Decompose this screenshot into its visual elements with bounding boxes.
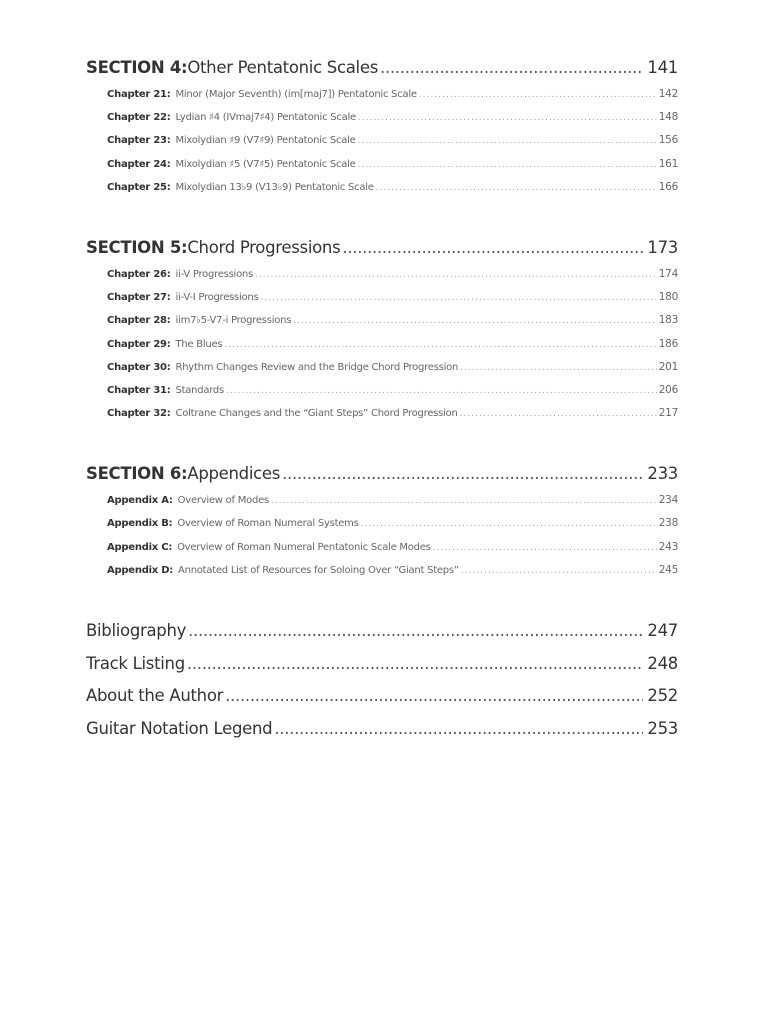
dot-leader <box>224 340 656 350</box>
appendix-entry[interactable] <box>107 494 678 517</box>
page-number: 233 <box>647 464 678 484</box>
entry-title: About the Author <box>86 686 224 705</box>
dot-leader <box>358 136 657 146</box>
page-number: 247 <box>647 621 678 640</box>
appendix-title: Overview of Roman Numeral Pentatonic Scale Modes <box>177 541 431 553</box>
chapter-label: Chapter 24: <box>107 158 171 170</box>
dot-leader <box>293 316 657 326</box>
page-number: 238 <box>658 517 678 530</box>
section-heading[interactable] <box>86 238 678 268</box>
page-number: 174 <box>658 267 678 280</box>
chapter-entry[interactable] <box>107 361 678 384</box>
chapter-label: Chapter 28: <box>107 315 171 327</box>
chapter-label: Chapter 21: <box>107 89 171 100</box>
page-number: 173 <box>647 237 678 257</box>
dot-leader <box>380 58 643 77</box>
section-4 <box>86 58 678 204</box>
page-number: 148 <box>658 111 678 124</box>
dot-leader <box>255 270 657 280</box>
appendix-label: Appendix D: <box>107 564 174 576</box>
entry-title: Track Listing <box>86 653 185 673</box>
page-number: 186 <box>658 337 678 350</box>
section-heading[interactable] <box>86 58 678 88</box>
chapter-entry[interactable] <box>107 111 678 134</box>
section-label: SECTION 4: <box>86 58 188 77</box>
dot-leader <box>419 90 657 100</box>
chapter-title: Mixolydian ♯5 (V7♯5) Pentatonic Scale <box>175 158 356 170</box>
chapter-title: Lydian ♯4 (IVmaj7♯4) Pentatonic Scale <box>175 112 356 124</box>
chapter-label: Chapter 31: <box>107 384 171 396</box>
chapter-label: Chapter 29: <box>107 338 171 350</box>
section-title: Appendices <box>187 464 281 484</box>
chapter-title: Standards <box>175 384 224 396</box>
chapter-label: Chapter 23: <box>107 135 171 147</box>
page-number: 183 <box>658 314 678 327</box>
chapter-title: Coltrane Changes and the “Giant Steps” Chord Progression <box>175 408 458 420</box>
page-number: 234 <box>658 494 678 507</box>
page-number: 156 <box>658 134 678 147</box>
dot-leader <box>433 543 657 553</box>
dot-leader <box>188 621 643 640</box>
chapter-label: Chapter 30: <box>107 361 171 373</box>
page-number: 243 <box>658 540 678 553</box>
chapter-title: ii-V Progressions <box>175 268 253 280</box>
section-6 <box>86 464 678 587</box>
page-number: 206 <box>658 383 678 396</box>
dot-leader <box>187 654 644 673</box>
chapter-title: Mixolydian 13♭9 (V13♭9) Pentatonic Scale <box>175 181 374 193</box>
section-title: Chord Progressions <box>187 237 341 257</box>
dot-leader <box>342 238 643 257</box>
chapter-entry[interactable] <box>107 181 678 204</box>
section-5 <box>86 238 678 430</box>
back-matter-entry[interactable] <box>86 686 678 719</box>
chapter-entry[interactable] <box>107 384 678 407</box>
page-number: 161 <box>658 157 678 170</box>
appendix-list <box>86 494 678 587</box>
page-number: 166 <box>658 180 678 193</box>
appendix-label: Appendix C: <box>107 541 173 553</box>
page-number: 142 <box>658 88 678 100</box>
dot-leader <box>225 686 643 705</box>
dot-leader <box>271 496 657 506</box>
section-label: SECTION 5: <box>86 237 188 257</box>
appendix-label: Appendix B: <box>107 518 173 530</box>
dot-leader <box>460 409 657 419</box>
chapter-title: Minor (Major Seventh) (im[maj7]) Pentatonic Scale <box>175 89 417 100</box>
dot-leader <box>376 183 657 193</box>
page-number: 141 <box>647 58 678 77</box>
page-number: 252 <box>647 686 678 705</box>
chapter-label: Chapter 27: <box>107 292 171 304</box>
chapter-entry[interactable] <box>107 314 678 337</box>
chapter-label: Chapter 32: <box>107 408 171 420</box>
chapter-list <box>86 268 678 430</box>
chapter-entry[interactable] <box>107 158 678 181</box>
appendix-entry[interactable] <box>107 541 678 564</box>
dot-leader <box>260 293 656 303</box>
section-title: Other Pentatonic Scales <box>187 58 378 77</box>
chapter-title: Rhythm Changes Review and the Bridge Chord Progression <box>175 361 459 373</box>
dot-leader <box>274 719 643 738</box>
appendix-entry[interactable] <box>107 517 678 540</box>
page-number: 217 <box>658 407 678 420</box>
chapter-entry[interactable] <box>107 291 678 314</box>
page-number: 201 <box>658 360 678 373</box>
page-number: 245 <box>658 563 678 576</box>
page-number: 180 <box>658 291 678 304</box>
page-number: 248 <box>647 653 678 673</box>
appendix-entry[interactable] <box>107 564 678 587</box>
chapter-label: Chapter 22: <box>107 112 171 124</box>
appendix-title: Annotated List of Resources for Soloing Over “Giant Steps” <box>178 564 459 576</box>
entry-title: Guitar Notation Legend <box>86 718 273 738</box>
table-of-contents <box>86 58 678 751</box>
entry-title: Bibliography <box>86 621 187 640</box>
back-matter <box>86 621 678 751</box>
chapter-label: Chapter 26: <box>107 268 171 280</box>
chapter-label: Chapter 25: <box>107 181 171 193</box>
appendix-title: Overview of Roman Numeral Systems <box>177 518 359 530</box>
chapter-title: ii-V-I Progressions <box>175 292 259 304</box>
back-matter-entry[interactable] <box>86 719 678 752</box>
back-matter-entry[interactable] <box>86 621 678 654</box>
dot-leader <box>461 566 657 576</box>
chapter-entry[interactable] <box>107 268 678 291</box>
chapter-title: iim7♭5-V7-i Progressions <box>175 315 292 327</box>
section-heading[interactable] <box>86 464 678 494</box>
appendix-title: Overview of Modes <box>177 495 269 507</box>
chapter-title: The Blues <box>175 338 223 350</box>
back-matter-entry[interactable] <box>86 654 678 687</box>
chapter-list <box>86 88 678 204</box>
dot-leader <box>361 519 657 529</box>
appendix-label: Appendix A: <box>107 495 173 507</box>
dot-leader <box>460 363 657 373</box>
chapter-entry[interactable] <box>107 88 678 111</box>
dot-leader <box>358 113 657 123</box>
chapter-entry[interactable] <box>107 134 678 157</box>
dot-leader <box>282 464 643 483</box>
page-number: 253 <box>647 718 678 738</box>
chapter-entry[interactable] <box>107 407 678 430</box>
chapter-title: Mixolydian ♯9 (V7♯9) Pentatonic Scale <box>175 135 356 147</box>
dot-leader <box>226 386 657 396</box>
dot-leader <box>358 160 657 170</box>
section-label: SECTION 6: <box>86 464 188 484</box>
chapter-entry[interactable] <box>107 338 678 361</box>
